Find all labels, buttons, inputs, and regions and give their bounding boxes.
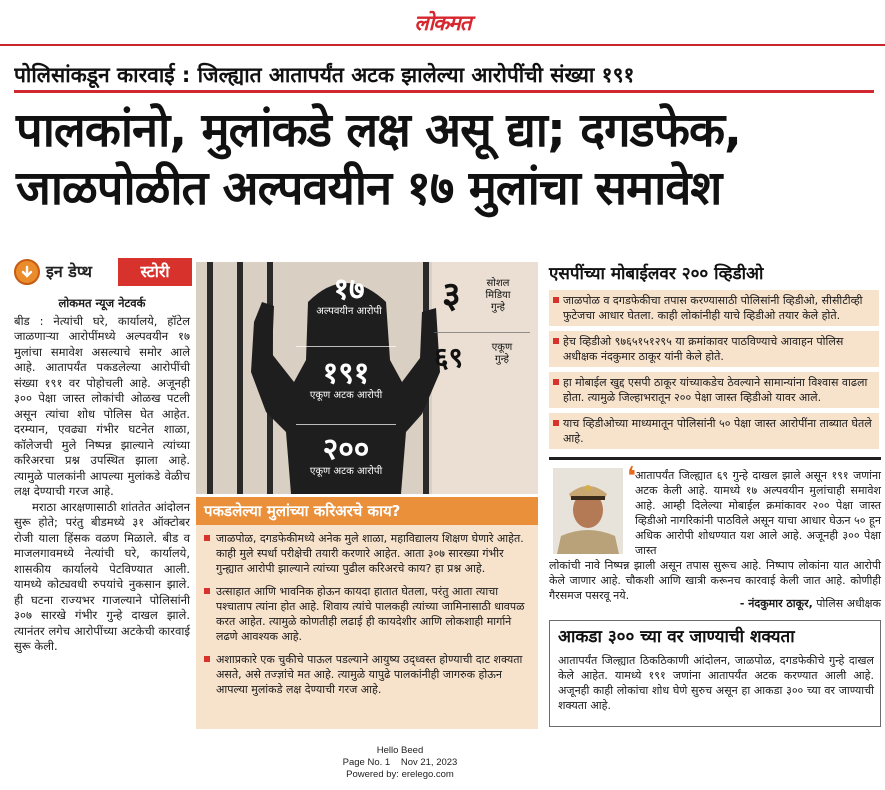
career-point-text: उत्साहात आणि भावनिक होऊन कायदा हातात घेतला, परंतु आता त्याचा पश्चाताप त्यांना होत आहे. शिवाय त्यांचे पालकही त्यांच्या जामिनासाठी धावपळ करत आहेत. त्यामुळे कोणतीही लढाई ही कायदेशीर आणि लोकशाही मार्गाने लढणे आवश्यक आहे. xyxy=(216,585,525,643)
social-label-line: गुन्हे xyxy=(491,302,505,313)
brand-logo-text: लोकमत xyxy=(414,11,471,35)
total-cases-count: ६९ xyxy=(434,341,464,374)
social-cases-label xyxy=(478,278,518,314)
list-item xyxy=(549,413,879,449)
video-point-text: जाळपोळ व दगडफेकीचा तपास करण्यासाठी पोलिसांनी व्हिडीओ, सीसीटीव्ही फुटेजचा आधार घेतला. काही लोकांनीही याचे व्हिडीओ तयार केले होते. xyxy=(563,294,863,322)
bullet-icon xyxy=(553,338,559,344)
social-media-cases-stat xyxy=(434,268,534,332)
identified-label: एकूण अटक आरोपी xyxy=(309,466,383,477)
byline: लोकमत न्यूज नेटवर्क xyxy=(58,296,146,310)
social-label-line: मिडिया xyxy=(485,290,511,301)
video-point-text: हेच व्हिडीओ ९७६५१५१२९५ या क्रमांकावर पाठविण्याचे आवाहन पोलिस अधीक्षक नंदकुमार ठाकूर यांनी केले होते. xyxy=(563,335,844,363)
social-label-line: सोशल xyxy=(486,278,510,289)
article-body xyxy=(14,296,190,655)
list-item xyxy=(549,372,879,408)
body-paragraph-2: मराठा आरक्षणासाठी शांततेत आंदोलन सुरू होते; परंतु बीडमध्ये ३१ ऑक्टोबर रोजी याला हिंसक वळण मिळाले. बीड व माजलगावमध्ये नेत्यांची घरे, कार्यालये, शासकीय कार्यालये पेटविण्यात आली. यामध्ये कोट्यवधी रुपयांचे नुकसान झाले. ही घटना राज्यभर गाजल्याने पोलिसांनी ३०७ सारखे गंभीर गुन्हे दाखल झाले. त्यानंतर लगेच आरोपींच्या अटकेची कारवाई सुरू केली. xyxy=(14,499,190,653)
arrests-label: एकूण अटक आरोपी xyxy=(309,390,383,401)
bullet-icon xyxy=(204,656,210,662)
outlook-box xyxy=(549,620,881,727)
career-box-title: पकडलेल्या मुलांच्या करिअरचे काय? xyxy=(196,497,538,525)
arrests-stat xyxy=(286,358,406,402)
divider xyxy=(296,346,396,347)
outlook-box-title: आकडा ३०० च्या वर जाण्याची शक्यता xyxy=(558,627,795,647)
footer-powered-by: Powered by: erelego.com xyxy=(346,769,454,780)
minors-stat xyxy=(304,274,394,318)
body-paragraph-1: बीड : नेत्यांची घरे, कार्यालये, हॉटेल जाळणाऱ्या आरोपींमध्ये अल्पवयीन १७ मुलांचा समावेश असल्याचे समोर आले आहे. आतापर्यंत पकडलेल्या आरोपींची संख्या १९१ वर पोहोचली आहे. अजूनही ३०० पेक्षा जास्त लोकांची ओळख पटली असून त्यांचा शोध पोलिस घेत आहेत. दरम्यान, एवढ्या गंभीर घटनेत शाळा, कॉलेजची मुले निष्पन्न झाल्याने त्यांच्या करिअरचा प्रश्न उपस्थित झाला आहे. त्यामुळे पालकांनी आपल्या मुलांकडे वेळीच लक्ष देण्याची गरज आहे. xyxy=(14,313,190,498)
bullet-icon xyxy=(553,420,559,426)
total-cases-stat xyxy=(434,336,534,380)
infographic xyxy=(196,262,538,494)
article-kicker: पोलिसांकडून कारवाई : जिल्ह्यात आतापर्यंत अटक झालेल्या आरोपींची संख्या १९१ xyxy=(14,60,874,93)
section-label xyxy=(14,258,184,288)
quote-text-below-photo: लोकांची नावे निष्पन्न झाली असून तपास सुरूच आहे. निष्पाप लोकांना यात आरोपी केले जाणार आहे. चौकशी आणि खात्री करूनच कारवाई केली जात आहे. कोणीही गैरसमज पसरवू नये. xyxy=(549,559,881,602)
identified-count: २०० xyxy=(322,432,370,467)
section-label-text: इन डेप्थ xyxy=(46,262,93,281)
divider xyxy=(434,332,530,333)
list-item xyxy=(549,290,879,326)
videos-box-title: एसपींच्या मोबाईलवर २०० व्हिडीओ xyxy=(549,264,764,284)
career-point-text: जाळपोळ, दगडफेकीमध्ये अनेक मुले शाळा, महाविद्यालय शिक्षण घेणारे आहेत. काही मुले स्पर्धा परीक्षेची तयारी करणारे आहेत. आता ३०७ सारख्या गंभीर गुन्ह्यात आरोपी झाल्याने त्यांच्या पुढील करिअरचे काय? हा प्रश्न आहे. xyxy=(216,532,524,575)
quote-text xyxy=(549,468,881,603)
videos-points xyxy=(549,290,879,454)
section-tag: स्टोरी xyxy=(118,258,192,286)
career-points xyxy=(204,531,532,705)
divider xyxy=(296,424,396,425)
article-headline xyxy=(16,102,876,218)
minors-label: अल्पवयीन आरोपी xyxy=(316,306,382,317)
list-item xyxy=(204,584,532,644)
footer-page-info xyxy=(300,757,500,769)
speaker-name: - नंदकुमार ठाकूर, xyxy=(739,597,813,610)
identified-stat xyxy=(286,434,406,478)
outlook-box-text: आतापर्यंत जिल्ह्यात ठिकठिकाणी आंदोलन, जाळपोळ, दगडफेकीचे गुन्हे दाखल केले आहेत. यामध्ये १९१ जणांना आतापर्यंत अटक करण्यात आली आहे. अजूनही काही लोकांचा शोध घेणे सुरुच असून हा आकडा ३०० च्या वर जाण्याची शक्यता आहे. xyxy=(558,654,874,712)
list-item xyxy=(204,652,532,697)
career-box xyxy=(196,497,538,729)
headline-line-1: पालकांनो, मुलांकडे लक्ष असू द्या; दगडफेक, xyxy=(16,103,741,158)
cases-label-line: गुन्हे xyxy=(495,354,509,365)
video-point-text: हा मोबाईल खुद्द एसपी ठाकूर यांच्याकडेच ठेवल्याने सामान्यांना विश्वास वाढला होता. त्यामुळे जिल्हाभरातून २०० पेक्षा जास्त व्हिडीओ यावर आले. xyxy=(563,376,868,404)
career-point-text: अशाप्रकारे एक चुकीचे पाऊल पडल्याने आयुष्य उद्ध्वस्त होण्याची दाट शक्यता असते, असे तज्ज्ञांचे मत आहे. त्यामुळे यापुढे पालकांनीही जागरुक होऊन आपल्या मुलांकडे लक्ष देण्याची गरज आहे. xyxy=(216,653,523,696)
total-cases-label xyxy=(484,342,520,366)
sp-quote xyxy=(549,457,881,613)
brand-logo[interactable] xyxy=(380,8,505,38)
bullet-icon xyxy=(553,379,559,385)
page-footer xyxy=(300,745,500,781)
quote-icon: ❛ xyxy=(627,462,637,492)
quote-attribution xyxy=(740,596,881,611)
headline-line-2: जाळपोळीत अल्पवयीन १७ मुलांचा समावेश xyxy=(16,161,722,216)
video-point-text: याच व्हिडीओच्या माध्यमातून पोलिसांनी ५० पेक्षा जास्त आरोपींना ताब्यात घेतले आहे. xyxy=(563,417,872,445)
masthead xyxy=(0,0,885,46)
footer-page-number: Page No. 1 xyxy=(342,757,391,768)
social-cases-count: ३ xyxy=(442,275,461,316)
down-arrow-icon xyxy=(14,259,40,285)
cases-label-line: एकूण xyxy=(491,342,513,353)
arrests-count: १९१ xyxy=(322,356,370,391)
minors-count: १७ xyxy=(333,272,365,307)
list-item xyxy=(204,531,532,576)
quote-text-beside-photo: आतापर्यंत जिल्ह्यात ६९ गुन्हे दाखल झाले असून १९१ जणांना अटक केली आहे. यामध्ये १७ अल्पवयीन मुलांचाही समावेश आहे. आम्ही दिलेल्या मोबाईल क्रमांकावर २०० पेक्षा जास्त व्हिडीओ नागरिकांनी पाठविले असून याचा आधार घेऊन ५० हून अधिक आरोपी शोधण्यात यश आले आहे. अजूनही ३०० पेक्षा जास्त xyxy=(635,469,881,557)
bullet-icon xyxy=(204,535,210,541)
list-item xyxy=(549,331,879,367)
bullet-icon xyxy=(553,297,559,303)
bullet-icon xyxy=(204,588,210,594)
footer-edition: Hello Beed xyxy=(376,745,424,756)
speaker-title: पोलिस अधीक्षक xyxy=(816,597,881,610)
footer-date: Nov 21, 2023 xyxy=(400,757,458,768)
